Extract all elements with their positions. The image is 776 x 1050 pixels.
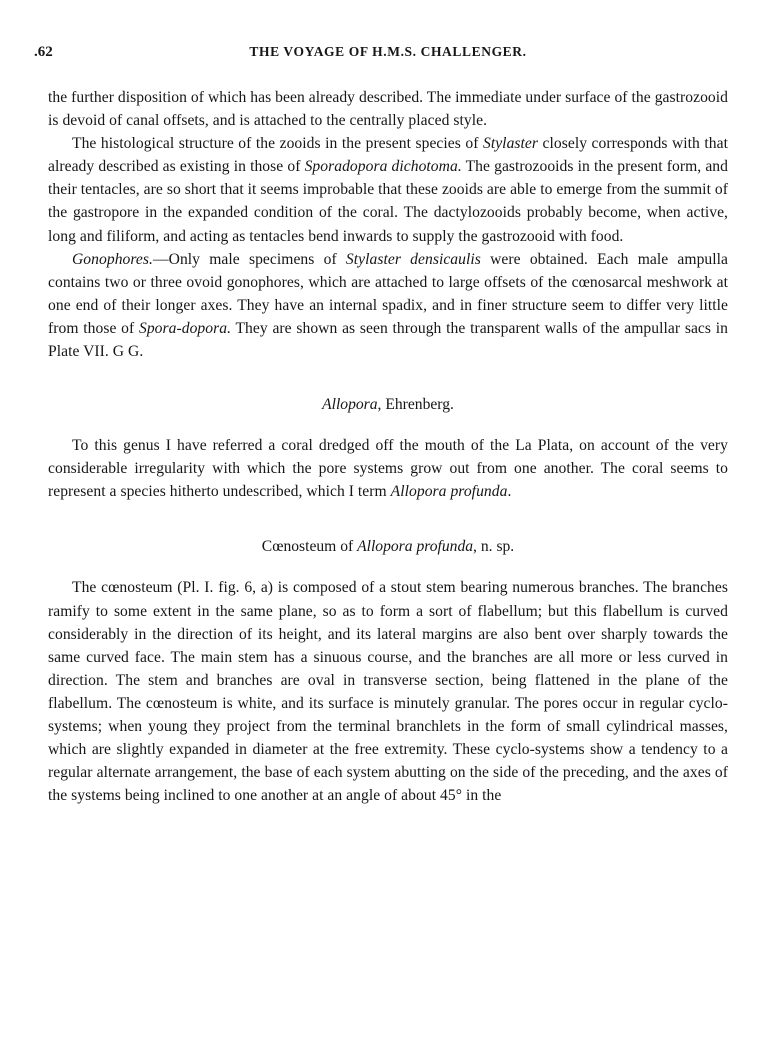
section-heading-coenosteum: Cœnosteum of Allopora profunda, n. sp. — [261, 538, 515, 556]
paragraph-allopora: To this genus I have referred a coral dredged off the mouth of the La Plata, on account of the very considerable irregularity with which the pore systems grow out from one another. The coral seems to represent a species hitherto undescribed, which I term Allopora profunda. — [48, 437, 728, 501]
running-head — [34, 44, 728, 66]
paragraph-histology: The histological structure of the zooids in the present species of Stylaster closely corresponds with that already described as existing in those of Sporadopora dichotoma. The gastrozooids in the present form, and their tentacles, are so short that it seems improbable that these zooids are able to emerge from the summit of the gastropore in the expanded condition of the coral. The dactylozooids probably become, when active, long and filiform, and acting as tentacles bend inwards to supply the gastrozooid with food. — [48, 135, 729, 245]
page-number: .62 — [34, 44, 53, 60]
journal-title: THE VOYAGE OF H.M.S. CHALLENGER. — [249, 44, 527, 59]
section-heading-allopora: Allopora, Ehrenberg. — [322, 396, 454, 414]
paragraph-coenosteum: The cœnosteum (Pl. I. fig. 6, a) is composed of a stout stem bearing numerous branches. The branches ramify to some extent in the same plane, so as to form a sort of flabellum; but this flabellum is curved considerably in the direction of its height, and its lateral margins are also bent over sharply towards the same curved face. The main stem has a sinuous course, and the branches are all more or less curved in direction. The stem and branches are oval in transverse section, being flattened in the plane of the flabellum. The cœnosteum is white, and its surface is minutely granular. The pores occur in regular cyclo-systems; when young they project from the terminal branchlets in the form of small cylindrical masses, which are slightly expanded in diameter at the free extremity. These cyclo-systems show a tendency to a regular alternate arrangement, the base of each system abutting on the side of the preceding, and the axes of the systems being inclined to one another at an angle of about 45° in the — [48, 579, 728, 805]
paragraph-gonophores: Gonophores.—Only male specimens of Stylaster densicaulis were obtained. Each male ampulla contains two or three ovoid gonophores, which are attached to large offsets of the cœnosarcal meshwork at one end of their longer axes. They have an internal spadix, and in finer structure seem to differ very little from those of Spora-dopora. They are shown as seen through the transparent walls of the ampullar sacs in Plate VII. G G. — [48, 250, 729, 361]
paragraph-continuation: the further disposition of which has been already described. The immediate under surface of the gastrozooid is devoid of canal offsets, and is attached to the centrally placed style. — [48, 89, 728, 130]
page — [34, 44, 729, 807]
